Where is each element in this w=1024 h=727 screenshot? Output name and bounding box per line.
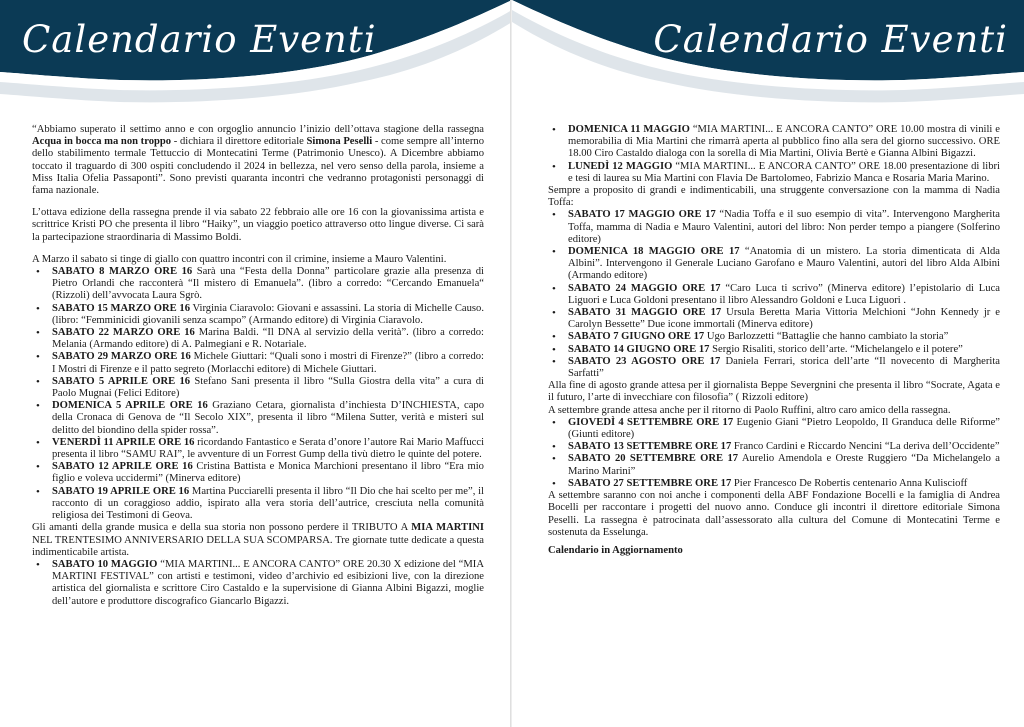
list-item: • DOMENICA 18 MAGGIO ORE 17 “Anatomia di un mistero. La storia dimenticata di Alda Albini”. Intervengono il Generale Luciano Garofano e Mauro Valentini, autori del libro Alda Albini (Armando editore) xyxy=(548,246,1000,283)
list-item: • SABATO 27 SETTEMBRE ORE 17 Pier Francesco De Robertis centenario Anna Kuliscioff xyxy=(548,478,1000,490)
list-item: • VENERDÌ 11 APRILE ORE 16 ricordando Fantastico e Serata d’onore l’autore Rai Mario Maffucci presenta il libro “SAMU RAI”, le avventure di un Forrest Gump della tivù dietro le quinte del potere. xyxy=(32,437,484,461)
event-list-spring xyxy=(32,266,484,522)
list-item: • SABATO 15 MARZO ORE 16 Virginia Ciaravolo: Giovani e assassini. La storia di Michelle Causo. (libro: “Femminicidi giovanili senza scampo” (Armando editore) di Virginia Ciaravolo. xyxy=(32,303,484,327)
right-content xyxy=(548,124,1000,557)
header-title-right: Calendario Eventi xyxy=(653,18,1008,61)
list-item: • SABATO 23 AGOSTO ORE 17 Daniela Ferrari, storica dell’arte “Il novecento di Margherita Sarfatti” xyxy=(548,356,1000,380)
footer-note: Calendario in Aggiornamento xyxy=(548,544,683,556)
ruffini-paragraph: A settembre grande attesa anche per il ritorno di Paolo Ruffini, altro caro amico della rassegna. xyxy=(548,404,951,416)
list-item: • DOMENICA 5 APRILE ORE 16 Graziano Cetara, giornalista d’inchiesta D’INCHIESTA, capo della Cronaca di Genova de “Il Secolo XIX”, presenta il libro “Milena Sutter, verità e misteri sul delitto del biondino della spider rossa”. xyxy=(32,400,484,437)
list-item: • GIOVEDÌ 4 SETTEMBRE ORE 17 Eugenio Giani “Pietro Leopoldo, Il Granduca delle Riforme” (Giunti editore) xyxy=(548,417,1000,441)
list-item: • SABATO 17 MAGGIO ORE 17 “Nadia Toffa e il suo esempio di vita”. Intervengono Margherita Toffa, mamma di Nadia e Mauro Valentini, autori del libro: Non perder tempo a piangere (Solferino editore) xyxy=(548,209,1000,246)
list-item: • SABATO 24 MAGGIO ORE 17 “Caro Luca ti scrivo” (Minerva editore) l’epistolario di Luca Liguori e Luca Goldoni presentano il libro Alessandro Goldoni e Luca Liguori . xyxy=(548,283,1000,307)
nadia-paragraph: Sempre a proposito di grandi e indimenticabili, una struggente conversazione con la mamma di Nadia Toffa: xyxy=(548,185,1000,209)
list-item: • SABATO 10 MAGGIO “MIA MARTINI... E ANCORA CANTO” ORE 20.30 X edizione del “MIA MARTINI FESTIVAL” con artisti e testimoni, video d’archivio ed esibizioni live, con la direzione artistica del giornalista e scrittore Ciro Castaldo e la supervisione di Gianna Albini Bigazzi, moglie dell’autore e produttore discografico Giancarlo Bigazzi. xyxy=(32,559,484,608)
list-item: • DOMENICA 11 MAGGIO “MIA MARTINI... E ANCORA CANTO” ORE 10.00 mostra di vinili e memorabilia di Mia Martini che rimarrà aperta al pubblico fino alla sera del giorno successivo. ORE 18.00 Ciro Castaldo dialoga con la sorella di Mia Martini, Olivia Bertè e Gianna Albini Bigazzi. xyxy=(548,124,1000,161)
event-list-late-spring xyxy=(548,209,1000,380)
tributo-paragraph: Gli amanti della grande musica e della sua storia non possono perdere il TRIBUTO A MIA MARTINI NEL TRENTESIMO ANNIVERSARIO DELLA SUA SCOMPARSA. Tre giornate tutte dedicate a questa indimenticabile artista. xyxy=(32,522,484,558)
list-item: • SABATO 29 MARZO ORE 16 Michele Giuttari: “Quali sono i mostri di Firenze?” (libro a corredo: I Mostri di Firenze e il patto segreto (Morlacchi editore) di Michele Giuttari. xyxy=(32,351,484,375)
list-item: • LUNEDÌ 12 MAGGIO “MIA MARTINI... E ANCORA CANTO” ORE 18.00 presentazione di libri e tesi di laurea su Mia Martini con Flavia De Bartolomeo, Fabrizio Manca e Rosaria Maria Marino. xyxy=(548,161,1000,185)
march-paragraph: A Marzo il sabato si tinge di giallo con quattro incontri con il crimine, insieme a Mauro Valentini. xyxy=(32,253,447,265)
event-list-september xyxy=(548,417,1000,490)
event-list-may xyxy=(548,124,1000,185)
list-item: • SABATO 20 SETTEMBRE ORE 17 Aurelio Amendola e Oreste Ruggiero “Da Michelangelo a Marino Marini” xyxy=(548,453,1000,477)
list-item: • SABATO 12 APRILE ORE 16 Cristina Battista e Monica Marchioni presentano il libro “Era mio figlio e voleva uccidermi” (Minerva editore) xyxy=(32,461,484,485)
event-list-mia-martini xyxy=(32,559,484,608)
left-content xyxy=(32,124,484,608)
list-item: • SABATO 14 GIUGNO ORE 17 Sergio Risaliti, storico dell’arte. “Michelangelo e il potere” xyxy=(548,344,1000,356)
list-item: • SABATO 7 GIUGNO ORE 17 Ugo Barlozzetti “Battaglie che hanno cambiato la storia” xyxy=(548,331,1000,343)
list-item: • SABATO 22 MARZO ORE 16 Marina Baldi. “Il DNA al servizio della verità”. (libro a corredo: Melania (Armando editore) di A. Palmegiani e R. Notariale. xyxy=(32,327,484,351)
severgnini-paragraph: Alla fine di agosto grande attesa per il giornalista Beppe Severgnini che presenta il libro “Socrate, Agata e il futuro, l’arte di invecchiare con filosofia” ( Rizzoli editore) xyxy=(548,380,1000,404)
intro-paragraph: “Abbiamo superato il settimo anno e con orgoglio annuncio l’inizio dell’ottava stagione della rassegna Acqua in bocca ma non troppo - dichiara il direttore editoriale Simona Peselli - come sempre all’interno dello stabilimento termale Tettuccio di Montecatini Terme (Patrimonio Unesco). A Dicembre abbiamo toccato il traguardo di 300 ospiti concludendo il 2024 in bellezza, nel vero senso della parola, insieme a Miss Italia Ofelia Passaponti”. Sono previsti quaranta incontri che vedranno protagonisti personaggi di fama nazionale. xyxy=(32,124,484,197)
right-page xyxy=(512,0,1024,727)
list-item: • SABATO 13 SETTEMBRE ORE 17 Franco Cardini e Riccardo Nencini “La deriva dell’Occidente” xyxy=(548,441,1000,453)
list-item: • SABATO 19 APRILE ORE 16 Martina Pucciarelli presenta il libro “Il Dio che hai scelto per me”, il racconto di un coraggioso addio, ispirato alla vera storia dell’autrice, cresciuta nella comunità religiosa dei Testimoni di Geova. xyxy=(32,486,484,523)
opening-paragraph: L’ottava edizione della rassegna prende il via sabato 22 febbraio alle ore 16 con la giovanissima artista e scrittrice Kristi PO che presenta il libro “Haiky”, un viaggio poetico attraverso otto lingue diverse. Ci sarà la partecipazione straordinaria di Massimo Boldi. xyxy=(32,207,484,243)
list-item: • SABATO 31 MAGGIO ORE 17 Ursula Beretta Maria Vittoria Melchioni “John Kennedy jr e Carolyn Bessette” Due icone immortali (Minerva editore) xyxy=(548,307,1000,331)
closing-paragraph: A settembre saranno con noi anche i componenti della ABF Fondazione Bocelli e la famiglia di Andrea Bocelli per raccontare i progetti del nuovo anno. Conduce gli incontri il direttore editoriale Simona Peselli. La rassegna è patrocinata dall’assessorato alla cultura del Comune di Montecatini Terme e sostenuta da Esselunga. xyxy=(548,490,1000,538)
header-title-left: Calendario Eventi xyxy=(22,18,377,61)
list-item: • SABATO 5 APRILE ORE 16 Stefano Sani presenta il libro “Sulla Giostra della vita” a cura di Paolo Mugnai (Felici Editore) xyxy=(32,376,484,400)
list-item: • SABATO 8 MARZO ORE 16 Sarà una “Festa della Donna” particolare grazie alla presenza di Pietro Orlandi che racconterà “Il mistero di Emanuela”. (libro a corredo: “Cercando Emanuela“ (Rizzoli) dell’avvocata Laura Sgrò. xyxy=(32,266,484,303)
